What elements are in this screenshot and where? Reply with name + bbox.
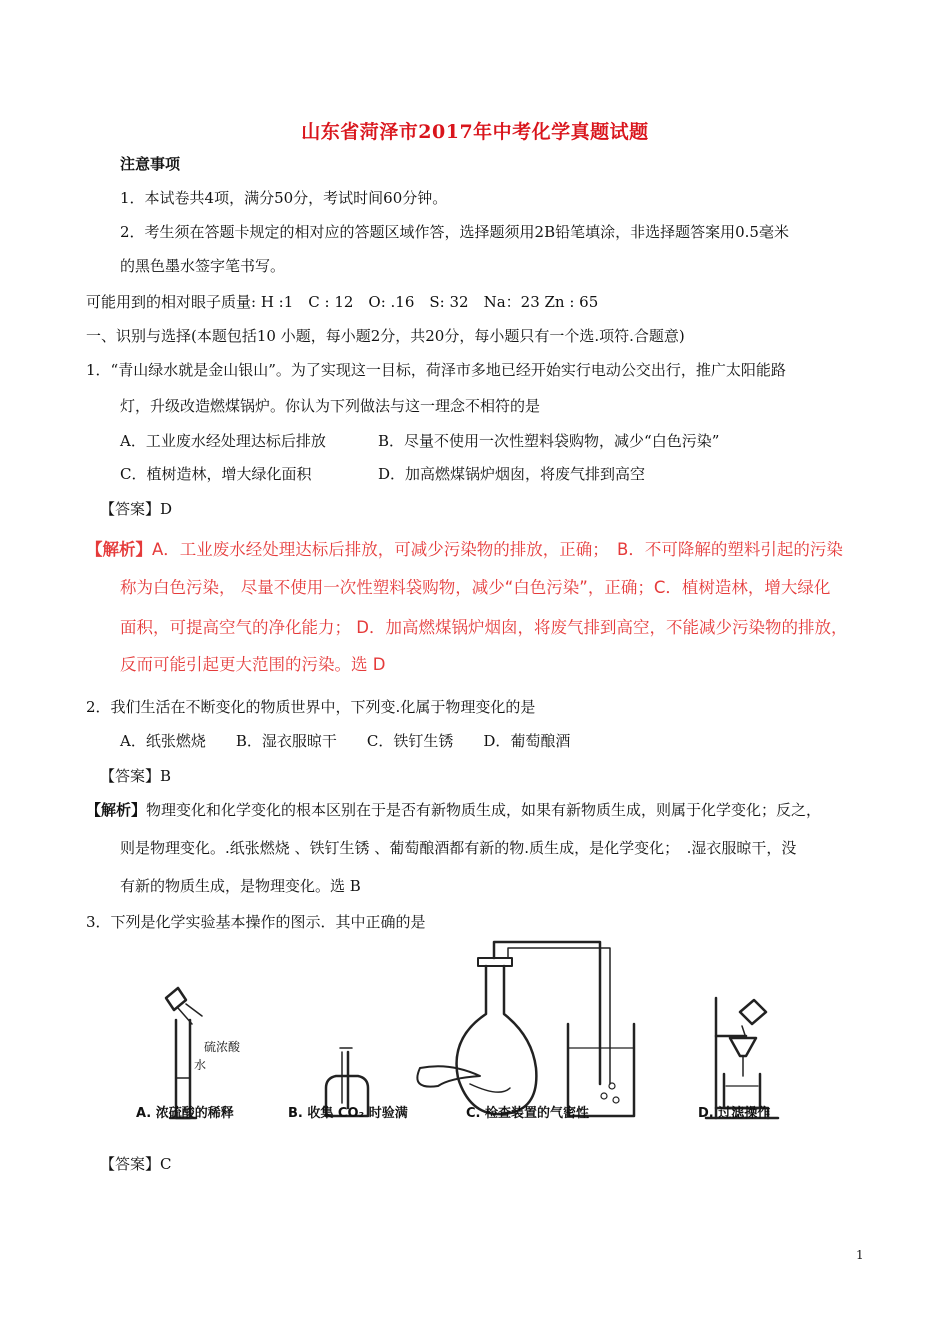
cylinder-diagram xyxy=(166,988,202,1118)
caption-b: B. 收集 CO₂ 时验满 xyxy=(288,1106,408,1121)
notice-item-2-cont: 的黑色墨水签字笔书写。 xyxy=(120,257,286,275)
page-title: 山东省菏泽市2017年中考化学真题试题 xyxy=(301,121,649,143)
q1-analysis-line-4: 反而可能引起更大范围的污染。选 D xyxy=(120,655,386,674)
q2-options: A．纸张燃烧 B．湿衣服晾干 C．铁钉生锈 D．葡萄酿酒 xyxy=(120,732,571,750)
atomic-masses: 可能用到的相对眼子质量: H :1 C : 12 O: .16 S: 32 Na：23 Zn : 65 xyxy=(86,293,599,311)
page-number: 1 xyxy=(856,1248,864,1262)
q1-answer: 【答案】D xyxy=(100,500,173,518)
q1-analysis-line-1 xyxy=(86,539,843,561)
q2-analysis-tag: 【解析】 xyxy=(86,801,147,819)
q2-answer: 【答案】B xyxy=(100,767,172,785)
section-heading: 一、识别与选择(本题包括10 小题，每小题2分，共20分，每小题只有一个选.项符.合题意) xyxy=(86,327,685,345)
q1-option-a: A．工业废水经处理达标后排放 xyxy=(120,432,326,450)
q3-experiment-figure xyxy=(120,928,840,1124)
q1-stem-line-2: 灯，升级改造燃煤锅炉。你认为下列做法与这一理念不相符的是 xyxy=(120,397,541,415)
caption-c: C. 检查装置的气密性 xyxy=(466,1106,590,1121)
q1-option-b: B．尽量不使用一次性塑料袋购物，减少“白色污染” xyxy=(378,432,720,450)
q1-analysis-tag: 【解析】 xyxy=(86,540,152,559)
airtightness-diagram xyxy=(417,942,634,1116)
q2-stem: 2．我们生活在不断变化的物质世界中，下列变.化属于物理变化的是 xyxy=(86,698,536,716)
q1-analysis-text-1: A．工业废水经处理达标后排放，可减少污染物的排放，正确； B．不可降解的塑料引起的污染 xyxy=(152,540,843,559)
q1-stem-line-1: 1．“青山绿水就是金山银山”。为了实现这一目标，荷泽市多地已经开始实行电动公交出行，推广太阳能路 xyxy=(86,361,786,379)
caption-a: A. 浓硫酸的稀释 xyxy=(136,1106,234,1121)
label-sulfuric-acid: 硫浓酸 xyxy=(204,1040,241,1054)
q1-analysis-line-2: 称为白色污染， 尽量不使用一次性塑料袋购物，减少“白色污染”，正确；C．植树造林，增大绿化 xyxy=(120,578,831,597)
q1-option-c: C．植树造林，增大绿化面积 xyxy=(120,465,312,483)
notice-heading: 注意事项 xyxy=(120,155,181,173)
caption-d: D. 过滤操作 xyxy=(698,1106,771,1121)
q1-option-d: D．加高燃煤锅炉烟囱，将废气排到高空 xyxy=(378,465,646,483)
experiment-illustrations xyxy=(120,928,840,1124)
q3-answer: 【答案】C xyxy=(100,1155,172,1173)
q2-analysis-text-1: 物理变化和化学变化的根本区别在于是否有新物质生成，如果有新物质生成，则属于化学变化；反之， xyxy=(146,801,822,819)
q2-analysis-line-2: 则是物理变化。.纸张燃烧 、铁钉生锈 、葡萄酿酒都有新的物.质生成，是化学变化； .湿衣服晾干，没 xyxy=(120,839,797,857)
label-water: 水 xyxy=(194,1058,207,1072)
q3-stem: 3．下列是化学实验基本操作的图示．其中正确的是 xyxy=(86,913,426,931)
q2-analysis-line-1 xyxy=(86,800,821,820)
notice-item-1: 1．本试卷共4项，满分50分，考试时间60分钟。 xyxy=(120,189,448,207)
notice-item-2: 2．考生须在答题卡规定的相对应的答题区域作答，选择题须用2B铅笔填涂，非选择题答案用0.5毫米 xyxy=(120,223,789,241)
q1-analysis-line-3: 面积，可提高空气的净化能力； D．加高燃煤锅炉烟囱，将废气排到高空，不能减少污染物的排放， xyxy=(120,618,848,637)
filtration-diagram xyxy=(706,998,778,1118)
q2-analysis-line-3: 有新的物质生成，是物理变化。选 B xyxy=(120,877,361,895)
